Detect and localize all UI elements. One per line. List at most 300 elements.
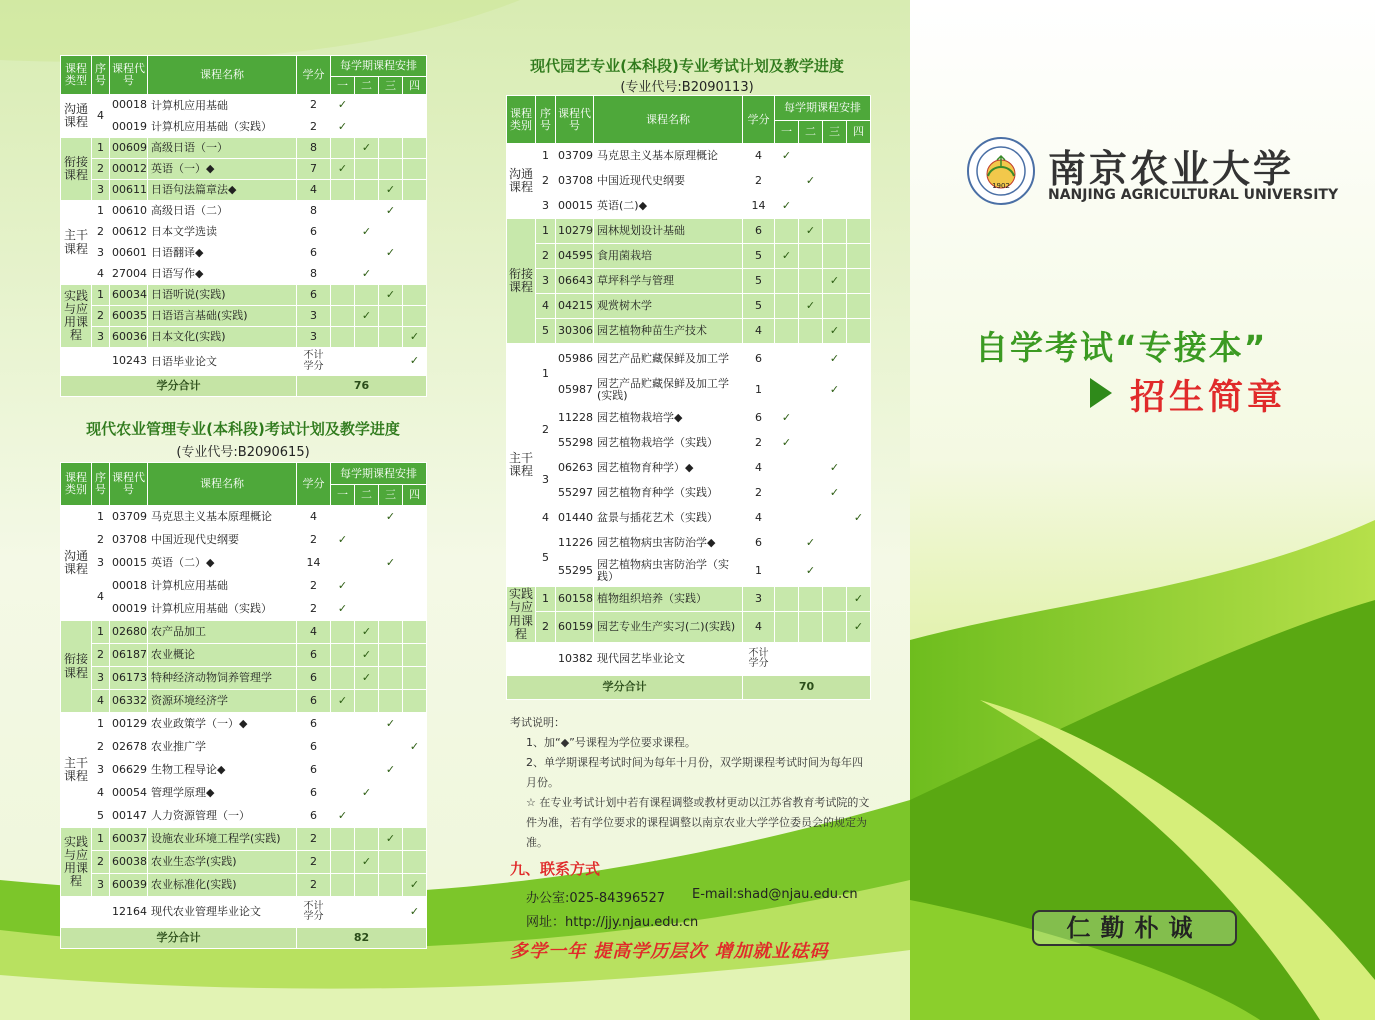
row-seq: 4 [92, 782, 110, 805]
header-seq: 序号 [92, 56, 110, 95]
semester-1-cell [775, 219, 799, 244]
header-semester-1: 一 [775, 121, 799, 144]
header-semester-2: 二 [355, 485, 379, 506]
row-name: 园艺植物育种学（实践） [594, 481, 743, 506]
semester-1-cell: ✓ [331, 529, 355, 552]
row-seq [536, 643, 556, 676]
row-seq: 3 [92, 759, 110, 782]
table-row [61, 201, 427, 222]
row-credit: 4 [743, 506, 775, 531]
total-value: 70 [743, 676, 871, 700]
row-name: 日语写作◆ [148, 264, 297, 285]
semester-3-cell: ✓ [823, 344, 847, 375]
row-seq: 4 [92, 690, 110, 713]
semester-3-cell [379, 327, 403, 348]
row-seq: 1 [92, 138, 110, 159]
row-credit: 1 [743, 375, 775, 406]
row-code: 06643 [556, 269, 594, 294]
row-code: 06187 [110, 644, 148, 667]
row-code: 02678 [110, 736, 148, 759]
semester-1-cell [331, 506, 355, 529]
semester-1-cell: ✓ [775, 406, 799, 431]
row-credit: 6 [297, 805, 331, 828]
header-category: 课程类别 [61, 463, 92, 506]
row-credit: 5 [743, 294, 775, 319]
semester-1-cell: ✓ [775, 194, 799, 219]
row-credit: 2 [297, 598, 331, 621]
row-name: 日本文学选读 [148, 222, 297, 243]
semester-2-cell [355, 327, 379, 348]
row-credit: 5 [743, 244, 775, 269]
semester-3-cell: ✓ [823, 319, 847, 344]
semester-2-cell [355, 759, 379, 782]
semester-1-cell [775, 319, 799, 344]
row-seq: 3 [536, 194, 556, 219]
row-seq: 3 [92, 874, 110, 897]
total-row [61, 376, 427, 397]
contact-website[interactable]: 网址：http://jjy.njau.edu.cn [526, 915, 699, 930]
semester-3-cell: ✓ [379, 180, 403, 201]
semester-2-cell [799, 344, 823, 375]
table-row [61, 95, 427, 117]
header-semester-3: 三 [823, 121, 847, 144]
semester-3-cell [823, 406, 847, 431]
semester-2-cell [799, 587, 823, 612]
university-seal-icon [966, 136, 1036, 206]
table-row [61, 243, 427, 264]
semester-1-cell [331, 243, 355, 264]
contact-heading: 九、联系方式 [510, 860, 601, 878]
table-row [507, 344, 871, 375]
row-code: 05986 [556, 344, 594, 375]
row-code: 03709 [556, 144, 594, 169]
table-row [61, 828, 427, 851]
semester-4-cell: ✓ [847, 612, 871, 643]
semester-2-cell [355, 805, 379, 828]
row-code: 55298 [556, 431, 594, 456]
row-code: 30306 [556, 319, 594, 344]
row-credit: 2 [743, 431, 775, 456]
row-credit: 6 [297, 243, 331, 264]
semester-2-cell [355, 690, 379, 713]
semester-2-cell [799, 431, 823, 456]
table-row [61, 306, 427, 327]
row-category: 实践与应用课程 [507, 587, 536, 643]
semester-4-cell [403, 264, 427, 285]
row-credit: 6 [297, 736, 331, 759]
header-credit: 学分 [743, 96, 775, 144]
semester-3-cell [823, 531, 847, 556]
table-row [507, 643, 871, 676]
semester-3-cell: ✓ [379, 506, 403, 529]
table-row [507, 531, 871, 556]
row-code: 02680 [110, 621, 148, 644]
semester-3-cell: ✓ [379, 713, 403, 736]
semester-4-cell [847, 406, 871, 431]
row-name: 马克思主义基本原理概论 [148, 506, 297, 529]
table-row [61, 285, 427, 306]
row-seq: 3 [92, 552, 110, 575]
semester-4-cell [403, 222, 427, 243]
row-code: 00610 [110, 201, 148, 222]
semester-1-cell [331, 782, 355, 805]
row-credit: 2 [297, 117, 331, 138]
row-credit: 6 [297, 782, 331, 805]
semester-2-cell: ✓ [355, 306, 379, 327]
table-row [61, 851, 427, 874]
semester-3-cell [379, 805, 403, 828]
semester-3-cell [379, 851, 403, 874]
row-credit: 14 [743, 194, 775, 219]
table-row [61, 736, 427, 759]
semester-4-cell [403, 598, 427, 621]
row-code: 60036 [110, 327, 148, 348]
semester-2-cell [355, 575, 379, 598]
semester-2-cell [355, 529, 379, 552]
semester-3-cell: ✓ [379, 285, 403, 306]
semester-3-cell [379, 736, 403, 759]
semester-2-cell [355, 95, 379, 117]
semester-1-cell [331, 851, 355, 874]
semester-3-cell [823, 506, 847, 531]
semester-1-cell [331, 201, 355, 222]
row-name: 草坪科学与管理 [594, 269, 743, 294]
cover-subhead: 招生简章 [1130, 378, 1287, 418]
semester-2-cell [355, 897, 379, 928]
notes-heading: 考试说明： [510, 716, 565, 729]
semester-1-cell [331, 897, 355, 928]
row-credit: 4 [743, 144, 775, 169]
row-name: 计算机应用基础 [148, 575, 297, 598]
row-name: 园林规划设计基础 [594, 219, 743, 244]
table-row [507, 456, 871, 481]
semester-3-cell [379, 575, 403, 598]
row-credit: 3 [297, 306, 331, 327]
row-seq: 5 [536, 319, 556, 344]
semester-4-cell [403, 828, 427, 851]
semester-4-cell: ✓ [403, 874, 427, 897]
row-seq: 2 [536, 612, 556, 643]
row-code: 00019 [110, 598, 148, 621]
semester-3-cell [379, 782, 403, 805]
table-header-row [61, 463, 427, 485]
semester-1-cell [775, 643, 799, 676]
semester-4-cell [403, 506, 427, 529]
header-semester-3: 三 [379, 485, 403, 506]
semester-4-cell [403, 667, 427, 690]
row-name: 中国近现代史纲要 [148, 529, 297, 552]
table-row [61, 759, 427, 782]
semester-2-cell [799, 244, 823, 269]
row-name: 食用菌栽培 [594, 244, 743, 269]
table-row [61, 644, 427, 667]
semester-2-cell [355, 180, 379, 201]
row-category: 沟通课程 [507, 144, 536, 219]
row-credit: 6 [743, 219, 775, 244]
row-code: 60039 [110, 874, 148, 897]
semester-1-cell: ✓ [775, 244, 799, 269]
row-code: 03709 [110, 506, 148, 529]
row-name: 英语（二）◆ [148, 552, 297, 575]
table-row [507, 244, 871, 269]
semester-1-cell [331, 759, 355, 782]
row-category [61, 897, 92, 928]
semester-1-cell [331, 138, 355, 159]
semester-1-cell: ✓ [331, 575, 355, 598]
semester-3-cell [379, 874, 403, 897]
university-motto: 仁勤朴诚 [1032, 910, 1237, 946]
row-name: 植物组织培养（实践） [594, 587, 743, 612]
row-code: 00609 [110, 138, 148, 159]
semester-1-cell [775, 612, 799, 643]
semester-3-cell: ✓ [823, 456, 847, 481]
semester-1-cell [775, 506, 799, 531]
contact-email[interactable]: E-mail:shad@njau.edu.cn [692, 887, 858, 902]
semester-3-cell [823, 587, 847, 612]
row-credit: 1 [743, 556, 775, 587]
header-name: 课程名称 [148, 56, 297, 95]
semester-2-cell: ✓ [355, 644, 379, 667]
table-row [507, 406, 871, 431]
row-credit: 6 [743, 344, 775, 375]
semester-3-cell [823, 643, 847, 676]
row-name: 英语(二)◆ [594, 194, 743, 219]
row-name: 园艺植物种苗生产技术 [594, 319, 743, 344]
row-name: 英语（一）◆ [148, 159, 297, 180]
semester-3-cell [823, 294, 847, 319]
semester-3-cell [379, 598, 403, 621]
row-seq: 4 [92, 95, 110, 138]
row-seq: 5 [536, 531, 556, 587]
row-credit: 6 [297, 759, 331, 782]
row-name: 日语语言基础(实践) [148, 306, 297, 327]
row-name: 园艺产品贮藏保鲜及加工学(实践) [594, 375, 743, 406]
table-header-row [507, 96, 871, 121]
semester-3-cell [379, 529, 403, 552]
table-row [507, 169, 871, 194]
row-code: 06263 [556, 456, 594, 481]
row-code: 06173 [110, 667, 148, 690]
row-category: 衔接课程 [507, 219, 536, 344]
university-name-en: NANJING AGRICULTURAL UNIVERSITY [1048, 187, 1339, 203]
semester-3-cell: ✓ [379, 552, 403, 575]
row-name: 人力资源管理（一） [148, 805, 297, 828]
semester-2-cell [799, 506, 823, 531]
row-seq: 2 [92, 159, 110, 180]
semester-2-cell: ✓ [355, 621, 379, 644]
semester-2-cell [799, 319, 823, 344]
semester-3-cell [823, 612, 847, 643]
semester-4-cell [403, 782, 427, 805]
agri-section-code: (专业代号:B2090615) [176, 445, 310, 460]
row-seq: 2 [536, 406, 556, 456]
table-row [507, 194, 871, 219]
row-seq: 1 [92, 201, 110, 222]
row-category: 沟通课程 [61, 95, 92, 138]
row-credit: 2 [297, 851, 331, 874]
row-name: 盆景与插花艺术（实践） [594, 506, 743, 531]
row-code: 00129 [110, 713, 148, 736]
row-credit: 2 [743, 169, 775, 194]
table-row [507, 294, 871, 319]
header-semester-1: 一 [331, 77, 355, 95]
header-credit: 学分 [297, 463, 331, 506]
semester-2-cell: ✓ [799, 531, 823, 556]
row-credit: 2 [297, 529, 331, 552]
table-row [61, 529, 427, 552]
semester-2-cell: ✓ [355, 782, 379, 805]
row-seq: 3 [536, 269, 556, 294]
semester-2-cell: ✓ [355, 138, 379, 159]
table-row [61, 575, 427, 598]
semester-2-cell [355, 243, 379, 264]
semester-3-cell [823, 431, 847, 456]
row-seq: 2 [92, 529, 110, 552]
row-credit: 6 [743, 531, 775, 556]
header-semester: 每学期课程安排 [331, 56, 427, 77]
semester-3-cell [823, 144, 847, 169]
row-name: 园艺植物育种学）◆ [594, 456, 743, 481]
semester-4-cell [403, 575, 427, 598]
row-credit: 2 [297, 874, 331, 897]
semester-3-cell [379, 690, 403, 713]
row-name: 生物工程导论◆ [148, 759, 297, 782]
semester-4-cell [403, 644, 427, 667]
row-seq [92, 348, 110, 376]
semester-2-cell: ✓ [355, 667, 379, 690]
exam-notes [510, 713, 870, 853]
semester-4-cell [847, 244, 871, 269]
row-code: 10382 [556, 643, 594, 676]
semester-3-cell [823, 169, 847, 194]
semester-3-cell [379, 348, 403, 376]
header-semester-4: 四 [847, 121, 871, 144]
row-seq: 2 [92, 222, 110, 243]
row-code: 00612 [110, 222, 148, 243]
semester-4-cell: ✓ [403, 897, 427, 928]
row-code: 01440 [556, 506, 594, 531]
semester-4-cell [403, 138, 427, 159]
notes-item-1: 1、加“◆”号课程为学位要求课程。 [526, 736, 696, 749]
row-credit: 8 [297, 138, 331, 159]
row-credit: 4 [743, 319, 775, 344]
japanese-course-table [60, 55, 427, 397]
row-code: 60037 [110, 828, 148, 851]
row-code: 05987 [556, 375, 594, 406]
row-seq: 4 [92, 575, 110, 621]
agri-section-title: 现代农业管理专业(本科段)考试计划及教学进度 [86, 420, 400, 438]
row-credit: 6 [743, 406, 775, 431]
row-name: 园艺产品贮藏保鲜及加工学 [594, 344, 743, 375]
row-category: 实践与应用课程 [61, 828, 92, 897]
header-semester-2: 二 [799, 121, 823, 144]
semester-1-cell [775, 344, 799, 375]
table-row [61, 874, 427, 897]
row-code: 00611 [110, 180, 148, 201]
row-credit: 6 [297, 690, 331, 713]
table-row [61, 713, 427, 736]
semester-3-cell [379, 621, 403, 644]
semester-4-cell [847, 169, 871, 194]
semester-1-cell: ✓ [331, 117, 355, 138]
row-credit: 2 [297, 575, 331, 598]
table-row [61, 264, 427, 285]
semester-4-cell [847, 375, 871, 406]
semester-1-cell: ✓ [331, 95, 355, 117]
row-seq: 3 [92, 243, 110, 264]
total-value: 82 [297, 928, 427, 949]
row-name: 农业推广学 [148, 736, 297, 759]
row-code: 00015 [556, 194, 594, 219]
semester-3-cell [379, 306, 403, 327]
semester-4-cell [847, 219, 871, 244]
hort-course-table [506, 95, 871, 700]
row-credit: 8 [297, 201, 331, 222]
row-category [61, 348, 92, 376]
header-semester: 每学期课程安排 [331, 463, 427, 485]
semester-4-cell [403, 621, 427, 644]
row-name: 农业生态学(实践) [148, 851, 297, 874]
row-code: 60034 [110, 285, 148, 306]
semester-4-cell [847, 294, 871, 319]
semester-4-cell [847, 194, 871, 219]
row-name: 资源环境经济学 [148, 690, 297, 713]
header-seq: 序号 [92, 463, 110, 506]
header-semester-1: 一 [331, 485, 355, 506]
row-name: 日语句法篇章法◆ [148, 180, 297, 201]
semester-2-cell [799, 612, 823, 643]
semester-4-cell [403, 713, 427, 736]
header-semester-3: 三 [379, 77, 403, 95]
row-seq: 2 [92, 306, 110, 327]
row-code: 00019 [110, 117, 148, 138]
row-name: 管理学原理◆ [148, 782, 297, 805]
semester-2-cell [355, 713, 379, 736]
semester-4-cell [403, 552, 427, 575]
row-credit: 5 [743, 269, 775, 294]
row-name: 中国近现代史纲要 [594, 169, 743, 194]
semester-3-cell [823, 194, 847, 219]
semester-4-cell: ✓ [403, 736, 427, 759]
semester-4-cell [403, 851, 427, 874]
row-name: 计算机应用基础 [148, 95, 297, 117]
row-code: 11226 [556, 531, 594, 556]
table-header-row [61, 56, 427, 77]
row-name: 高级日语（一） [148, 138, 297, 159]
row-code: 06629 [110, 759, 148, 782]
row-seq: 1 [536, 144, 556, 169]
seal-year: 1902 [992, 182, 1010, 190]
slogan: 多学一年 提高学历层次 增加就业砝码 [510, 941, 829, 962]
table-row [61, 159, 427, 180]
semester-3-cell [823, 556, 847, 587]
semester-1-cell [331, 180, 355, 201]
semester-4-cell [847, 481, 871, 506]
semester-3-cell: ✓ [379, 759, 403, 782]
row-credit: 8 [297, 264, 331, 285]
table-row [61, 222, 427, 243]
row-name: 观赏树木学 [594, 294, 743, 319]
row-code: 55295 [556, 556, 594, 587]
row-credit: 6 [297, 713, 331, 736]
row-seq: 1 [92, 713, 110, 736]
semester-2-cell [355, 201, 379, 222]
semester-3-cell [379, 138, 403, 159]
row-category: 衔接课程 [61, 621, 92, 713]
notes-item-3: ☆ 在专业考试计划中若有课程调整或教材更动以江苏省教育考试院的文件为准，若有学位要求的课程调整以南京农业大学学位委员会的规定为准。 [526, 796, 870, 849]
row-category: 主干课程 [61, 713, 92, 828]
table-row [507, 144, 871, 169]
